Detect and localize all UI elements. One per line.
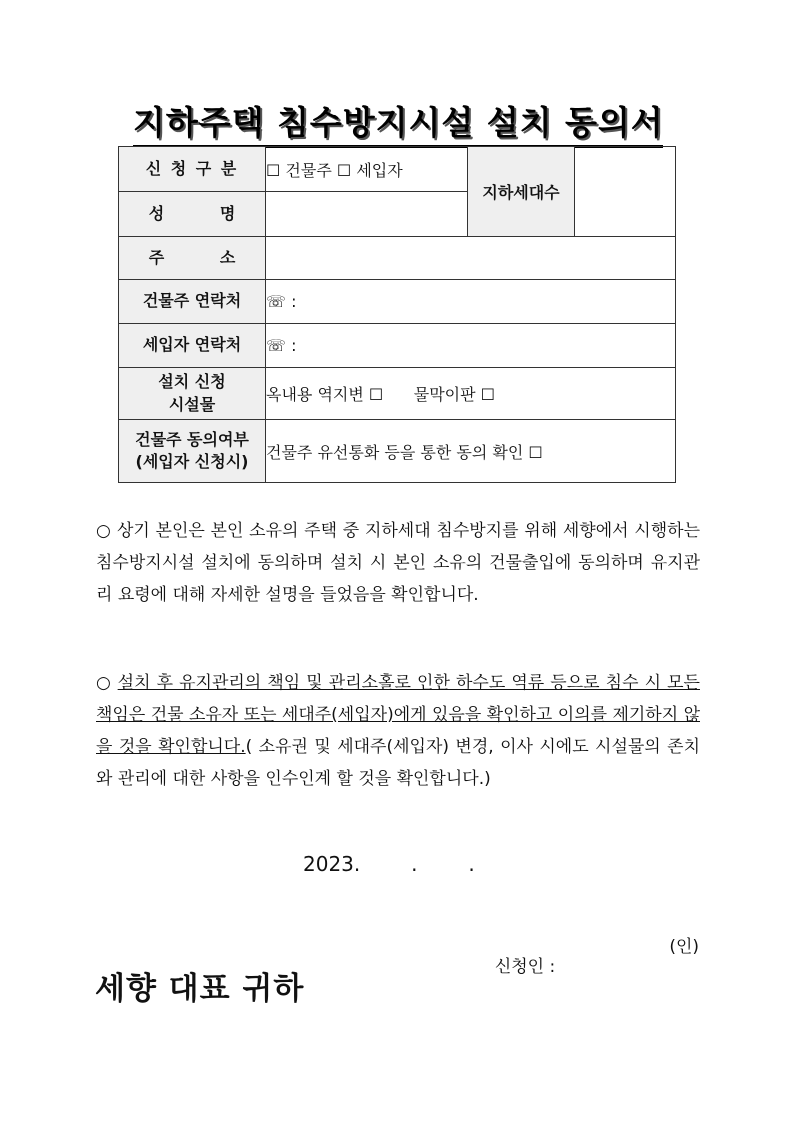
paragraph-2-underlined: 설치 후 유지관리의 책임 및 관리소홀로 인한 하수도 역류 등으로 침수 시 모든 책임은 건물 소유자 또는 세대주(세입자)에게 있음을 확인하고 이의를 제기하지 않을 것을 확인합니다. [96, 673, 700, 757]
addressee: 세향 대표 귀하 [95, 971, 305, 1007]
facility-label [119, 368, 266, 420]
consent-label-line1: 건물주 동의여부 [135, 429, 249, 449]
address-label: 주 소 [119, 237, 266, 280]
applicant-label: 신청인 : [494, 957, 556, 977]
consent-label-line2: (세입자 신청시) [135, 452, 249, 471]
document-title: 지하주택 침수방지시설 설치 동의서 [133, 103, 664, 142]
application-form-table [118, 146, 676, 483]
name-label: 성 명 [119, 192, 266, 237]
name-field[interactable] [266, 192, 468, 237]
facility-checkboxes[interactable]: 옥내용 역지변 ☐ 물막이판 ☐ [266, 368, 676, 420]
owner-contact-field[interactable]: ☏ : [266, 280, 676, 324]
paragraph-2-rest: ( 소유권 및 세대주(세입자) 변경, 이사 시에도 시설물의 존치와 관리에 대한 사항을 인수인계 할 것을 확인합니다.) [96, 737, 700, 789]
paragraph-2-bullet: ○ [96, 673, 118, 693]
consent-label [119, 420, 266, 483]
consent-checkbox[interactable]: 건물주 유선통화 등을 통한 동의 확인 ☐ [266, 420, 676, 483]
basement-units-field[interactable] [575, 147, 676, 237]
address-field[interactable] [266, 237, 676, 280]
tenant-contact-field[interactable]: ☏ : [266, 324, 676, 368]
type-label: 신 청 구 분 [119, 147, 266, 192]
owner-contact-label: 건물주 연락처 [119, 280, 266, 324]
facility-label-line2: 시설물 [168, 394, 216, 414]
date-line: 2023. . . [303, 852, 475, 876]
applicant-line [484, 932, 699, 997]
basement-units-label: 지하세대수 [468, 147, 575, 237]
facility-label-line1: 설치 신청 [158, 372, 226, 392]
confirmation-paragraph-1: ○ 상기 본인은 본인 소유의 주택 중 지하세대 침수방지를 위해 세향에서 시행하는 침수방지시설 설치에 동의하며 설치 시 본인 소유의 건물출입에 동의하며 유지관리 요령에 대해 자세한 설명을 들었음을 확인합니다. [96, 521, 700, 605]
type-checkboxes[interactable]: ☐ 건물주 ☐ 세입자 [266, 147, 468, 192]
confirmation-paragraph-2 [96, 667, 700, 795]
tenant-contact-label: 세입자 연락처 [119, 324, 266, 368]
seal-mark: (인) [669, 937, 699, 957]
